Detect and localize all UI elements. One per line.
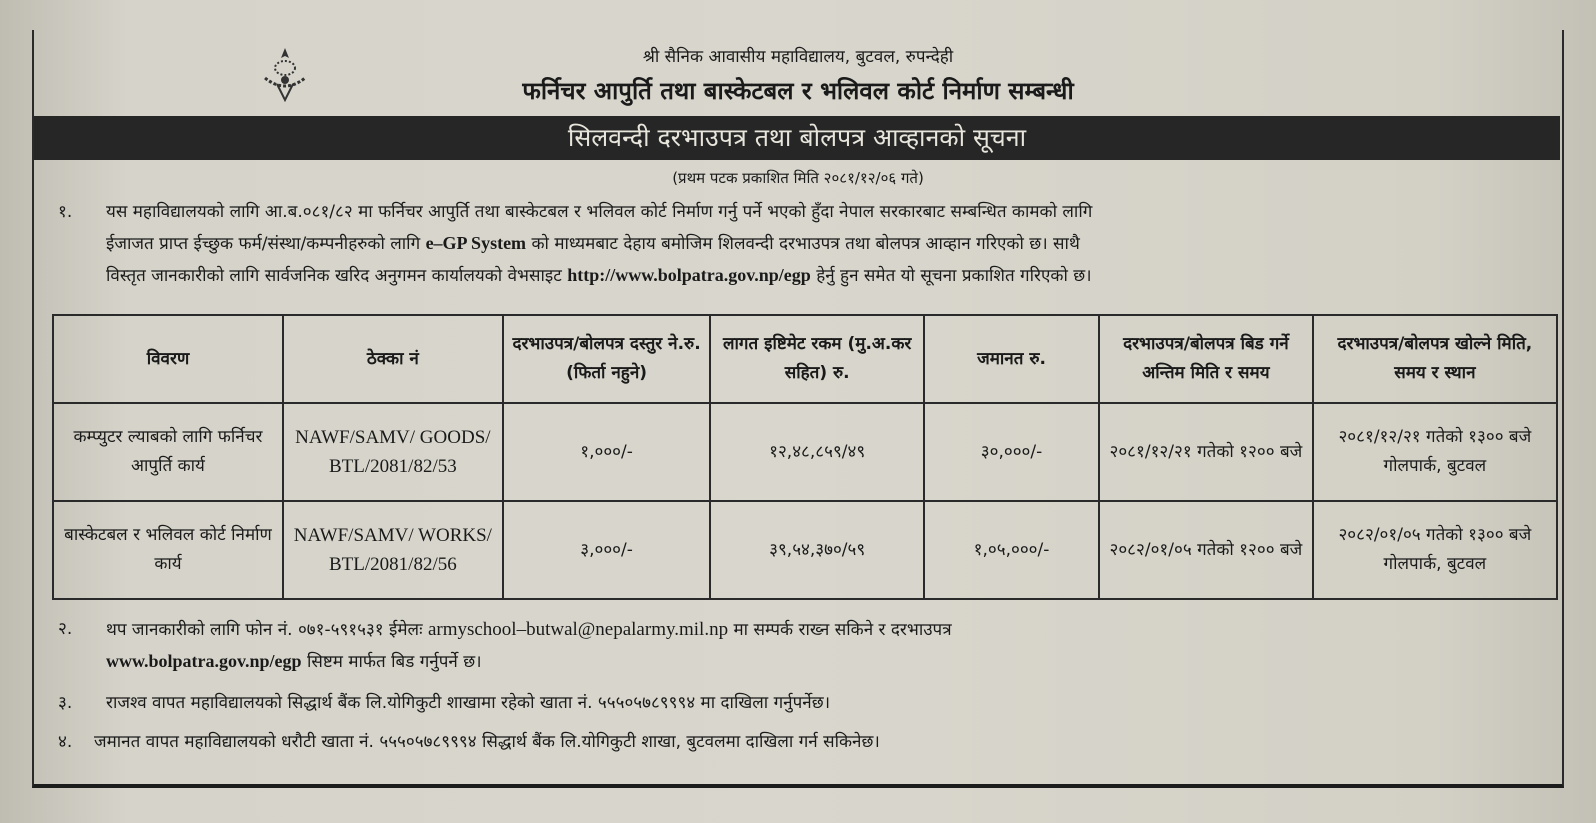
cell-contract-number: NAWF/SAMV/ WORKS/ BTL/2081/82/56 (283, 501, 503, 599)
cell-fee: १,०००/- (503, 403, 711, 501)
cell-description: कम्प्युटर ल्याबको लागि फर्निचर आपुर्ति कार्य (53, 403, 283, 501)
cell-bid-deadline: २०८२/०१/०५ गतेको १२०० बजे (1099, 501, 1313, 599)
cell-security: १,०५,०००/- (924, 501, 1099, 599)
cell-opening: २०८२/०१/०५ गतेको १३०० बजे गोलपार्क, बुटवल (1313, 501, 1557, 599)
table-row (53, 403, 1557, 501)
table-row (53, 501, 1557, 599)
cell-fee: ३,०००/- (503, 501, 711, 599)
text: को माध्यमबाट देहाय बमोजिम शिलवन्दी दरभाउपत्र तथा बोलपत्र आव्हान गरिएको छ। साथै (531, 234, 1080, 254)
paragraph-1-line-2 (106, 228, 1546, 260)
column-header: ठेक्का नं (283, 315, 503, 403)
column-header: दरभाउपत्र/बोलपत्र खोल्ने मिति, समय र स्थान (1313, 315, 1557, 403)
text: सिष्टम मार्फत बिड गर्नुपर्ने छ। (306, 652, 482, 672)
cell-bid-deadline: २०८१/१२/२१ गतेको १२०० बजे (1099, 403, 1313, 501)
paragraph-3-number: ३. (58, 693, 73, 713)
cell-opening: २०८१/१२/२१ गतेको १३०० बजे गोलपार्क, बुटवल (1313, 403, 1557, 501)
website-link[interactable]: http://www.bolpatra.gov.np/egp (567, 265, 811, 285)
column-header: दरभाउपत्र/बोलपत्र बिड गर्ने अन्तिम मिति र समय (1099, 315, 1313, 403)
column-header: विवरण (53, 315, 283, 403)
egp-system-label: e–GP System (425, 233, 527, 253)
cell-estimate: १२,४८,८५९/४९ (710, 403, 924, 501)
table-header-row (53, 315, 1557, 403)
text: विस्तृत जानकारीको लागि सार्वजनिक खरिद अनुगमन कार्यालयको वेभसाइट (106, 266, 562, 286)
text: मा सम्पर्क राख्न सकिने र दरभाउपत्र (733, 620, 952, 640)
column-header: जमानत रु. (924, 315, 1099, 403)
paragraph-2 (106, 614, 1546, 678)
notice-title: फर्निचर आपुर्ति तथा बास्केटबल र भलिवल कोर्ट निर्माण सम्बन्धी (522, 77, 1074, 105)
paragraph-4: जमानत वापत महाविद्यालयको धरौटी खाता नं. ५५५०५७८९९९४ सिद्धार्थ बैंक लि.योगिकुटी शाखा, बुटवलमा दाखिला गर्न सकिनेछ। (94, 732, 880, 752)
paragraph-1-number: १. (58, 202, 73, 222)
paragraph-1-line-1: यस महाविद्यालयको लागि आ.ब.०८१/८२ मा फर्निचर आपुर्ति तथा बास्केटबल र भलिवल कोर्ट निर्माण गर्नु पर्ने भएकाे हुँदा नेपाल सरकारबाट सम्बन्धित कामको लागि (106, 202, 1093, 222)
paragraph-3: राजश्व वापत महाविद्यालयको सिद्धार्थ बैंक लि.योगिकुटी शाखामा रहेको खाता नं. ५५५०५७८९९९४ मा दाखिला गर्नुपर्नेछ। (106, 693, 831, 713)
tender-table (52, 314, 1558, 600)
paragraph-2-number: २. (58, 619, 73, 639)
paragraph-2-line-1 (106, 614, 1546, 646)
text: हेर्नु हुन समेत यो सूचना प्रकाशित गरिएको छ। (816, 266, 1092, 286)
notice-banner: सिलवन्दी दरभाउपत्र तथा बोलपत्र आव्हानको सूचना (34, 116, 1560, 160)
paragraph-1 (106, 197, 1546, 292)
column-header: दरभाउपत्र/बोलपत्र दस्तुर ने.रु. (फिर्ता नहुने) (503, 315, 711, 403)
column-header: लागत इष्टिमेट रकम (मु.अ.कर सहित) रु. (710, 315, 924, 403)
cell-contract-number: NAWF/SAMV/ GOODS/ BTL/2081/82/53 (283, 403, 503, 501)
text: ईजाजत प्राप्त ईच्छुक फर्म/संस्था/कम्पनीहरुको लागि (106, 234, 421, 254)
paragraph-1-line-3 (106, 260, 1546, 292)
paragraph-2-line-2 (106, 646, 1546, 678)
website-link[interactable]: www.bolpatra.gov.np/egp (106, 651, 302, 671)
organization-name: श्री सैनिक आवासीय महाविद्यालय, बुटवल, रुपन्देही (642, 47, 954, 67)
cell-description: बास्केटबल र भलिवल कोर्ट निर्माण कार्य (53, 501, 283, 599)
publication-date: (प्रथम पटक प्रकाशित मिति २०८१/१२/०६ गते) (672, 169, 924, 187)
text: थप जानकारीको लागि फोन नं. ०७१-५९१५३१ ईमेलः (106, 620, 423, 640)
cell-security: ३०,०००/- (924, 403, 1099, 501)
cell-estimate: ३९,५४,३७०/५९ (710, 501, 924, 599)
email-address[interactable]: armyschool–butwal@nepalarmy.mil.np (427, 619, 729, 640)
paragraph-4-number: ४. (58, 732, 73, 752)
